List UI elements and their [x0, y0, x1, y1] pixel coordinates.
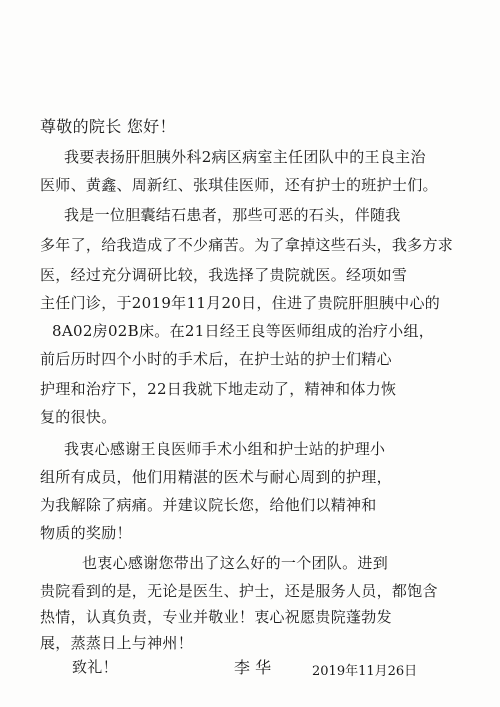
letter-line-16: 贵院看到的是，无论是医生、护士，还是服务人员，都饱含 — [40, 582, 438, 600]
letter-line-6: 主任门诊，于2019年11月20日，住进了贵院肝胆胰中心的 — [40, 294, 441, 312]
letter-line-3: 我是一位胆囊结石患者，那些可恶的石头，伴随我 — [64, 206, 401, 224]
letter-line-5: 医，经过充分调研比较，我选择了贵院就医。经项如雪 — [40, 266, 408, 284]
letter-line-4: 多年了，给我造成了不少痛苦。为了拿掉这些石头，我多方求 — [40, 236, 454, 254]
letter-line-14: 物质的奖励！ — [40, 524, 132, 542]
letter-line-11: 我衷心感谢王良医师手术小组和护士站的护理小 — [64, 440, 386, 458]
letter-date: 2019年11月26日 — [312, 664, 418, 679]
letter-signature: 李 华 — [234, 658, 272, 677]
letter-line-10: 复的很快。 — [40, 408, 117, 426]
letter-line-15: 也衷心感谢您带出了这么好的一个团队。进到 — [82, 554, 389, 572]
letter-line-7: 8A02房02B床。在21日经王良等医师组成的治疗小组， — [52, 322, 435, 340]
letter-line-12: 组所有成员，他们用精湛的医术与耐心周到的护理， — [40, 468, 392, 486]
letter-line-13: 为我解除了病痛。并建议院长您，给他们以精神和 — [40, 496, 377, 514]
letter-line-18: 展，蒸蒸日上与神州！ — [40, 634, 194, 652]
letter-line-17: 热情，认真负责，专业并敬业！衷心祝愿贵院蓬勃发 — [40, 608, 392, 626]
letter-line-1: 我要表扬肝胆胰外科2病区病室主任团队中的王良主治 — [64, 148, 426, 166]
letter-greeting: 尊敬的院长 您好！ — [40, 117, 176, 136]
letter-line-8: 前后历时四个小时的手术后，在护士站的护士们精心 — [40, 350, 392, 368]
letter-closing: 致礼！ — [72, 658, 118, 676]
letter-line-2: 医师、黄鑫、周新红、张琪佳医师，还有护士的班护士们。 — [40, 176, 438, 194]
letter-line-9: 护理和治疗下，22日我就下地走动了，精神和体力恢 — [40, 380, 397, 398]
